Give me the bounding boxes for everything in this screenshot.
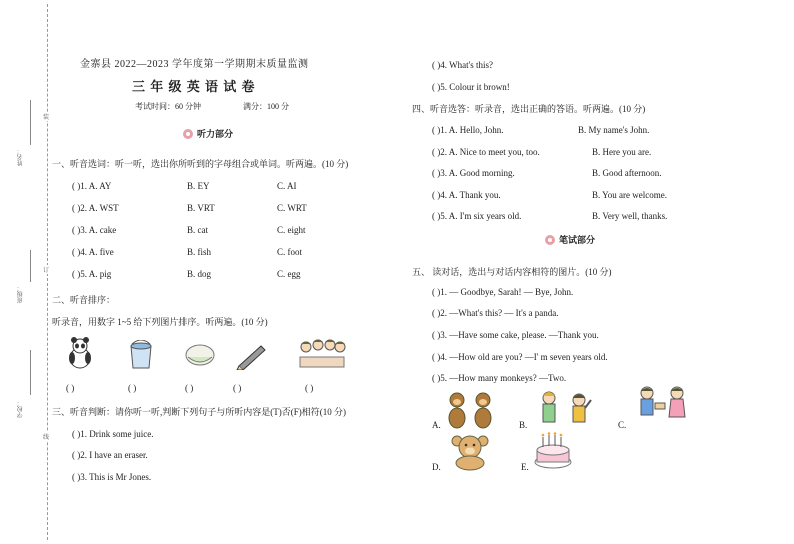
part3-q5[interactable]: ( )5. Colour it brown! xyxy=(432,82,510,92)
part1-q4-b: B. fish xyxy=(187,247,212,257)
rice-bowl-icon xyxy=(184,343,216,367)
writing-section-title: 笔试部分 xyxy=(545,233,595,246)
part4-q3[interactable]: ( )3. A. Good morning. xyxy=(432,168,515,178)
part4-q5[interactable]: ( )5. A. I'm six years old. xyxy=(432,211,522,221)
part2-blank-1[interactable]: ( ) xyxy=(66,383,75,393)
part3-q1[interactable]: ( )1. Drink some juice. xyxy=(72,429,154,439)
part2-blank-3[interactable]: ( ) xyxy=(185,383,194,393)
part3-q4[interactable]: ( )4. What's this? xyxy=(432,60,493,70)
listening-section-title: 听力部分 xyxy=(183,127,233,140)
pencil-icon xyxy=(235,342,267,370)
name-label: 姓名： xyxy=(18,148,24,166)
part5-q2[interactable]: ( )2. —What's this? — It's a panda. xyxy=(432,308,559,318)
exam-title: 金寨县 2022—2023 学年度第一学期期末质量监测 xyxy=(80,59,309,70)
paper-title: 三 年 级 英 语 试 卷 xyxy=(132,79,256,94)
birthday-party-icon xyxy=(296,335,348,371)
paint-bucket-icon xyxy=(127,340,155,370)
part2-instruction: 听录音，用数字 1~5 给下列图片排序。听两遍。(10 分) xyxy=(52,317,268,327)
cut-mark: 订 xyxy=(43,265,49,274)
binding-margin xyxy=(10,0,60,544)
part5-q5[interactable]: ( )5. —How many monkeys? —Two. xyxy=(432,373,567,383)
part4-q2-b: B. Here you are. xyxy=(592,147,652,157)
part5-q3[interactable]: ( )3. —Have some cake, please. —Thank you. xyxy=(432,330,599,340)
part5-q1[interactable]: ( )1. — Goodbye, Sarah! — Bye, John. xyxy=(432,287,574,297)
option-a-label: A. xyxy=(432,420,441,430)
part4-q3-b: B. Good afternoon. xyxy=(592,168,662,178)
part1-q3-c: C. eight xyxy=(277,225,306,235)
part4-q1-b: B. My name's John. xyxy=(578,125,650,135)
part1-q3-b: B. cat xyxy=(187,225,208,235)
part1-q2-c: C. WRT xyxy=(277,203,307,213)
part5-heading: 五、 读对话，选出与对话内容相符的图片。(10 分) xyxy=(412,267,612,277)
exam-time: 考试时间：60 分钟 xyxy=(135,102,201,111)
part3-q3[interactable]: ( )3. This is Mr Jones. xyxy=(72,472,152,482)
part4-q2[interactable]: ( )2. A. Nice to meet you, too. xyxy=(432,147,540,157)
part1-q4[interactable]: ( )4. A. five xyxy=(72,247,114,257)
part1-q1-b: B. EY xyxy=(187,181,210,191)
part2-blank-5[interactable]: ( ) xyxy=(305,383,314,393)
part4-q4[interactable]: ( )4. A. Thank you. xyxy=(432,190,501,200)
part1-heading: 一、听音选词：听一听，选出你所听到的字母组合或单词。听两遍。(10 分) xyxy=(52,159,349,169)
part2-blank-4[interactable]: ( ) xyxy=(233,383,242,393)
name-line[interactable] xyxy=(30,100,31,145)
cut-mark: 线 xyxy=(43,432,49,441)
part4-q5-b: B. Very well, thanks. xyxy=(592,211,668,221)
part1-q2-b: B. VRT xyxy=(187,203,215,213)
two-monkeys-icon xyxy=(443,390,499,430)
pen-icon xyxy=(545,235,555,245)
part3-q2[interactable]: ( )2. I have an eraser. xyxy=(72,450,148,460)
part1-q5[interactable]: ( )5. A. pig xyxy=(72,269,112,279)
part1-q5-b: B. dog xyxy=(187,269,212,279)
full-score: 满分：100 分 xyxy=(243,102,289,111)
school-line[interactable] xyxy=(30,350,31,395)
part5-q4[interactable]: ( )4. —How old are you? —I' m seven years old. xyxy=(432,352,608,362)
part2-heading: 二、听音排序： xyxy=(52,295,116,305)
part1-q3[interactable]: ( )3. A. cake xyxy=(72,225,117,235)
part3-heading: 三、听音判断：请你听一听,判断下列句子与所听内容是(T)否(F)相符(10 分) xyxy=(52,407,346,417)
class-line[interactable] xyxy=(30,250,31,282)
option-d-label: D. xyxy=(432,462,441,472)
kids-waving-icon xyxy=(535,390,595,426)
kids-cake-icon xyxy=(635,385,691,425)
option-c-label: C. xyxy=(618,420,627,430)
panda-icon xyxy=(64,336,96,370)
school-label: 学校： xyxy=(18,400,24,418)
part1-q1[interactable]: ( )1. A. AY xyxy=(72,181,112,191)
part1-q2[interactable]: ( )2. A. WST xyxy=(72,203,119,213)
part1-q4-c: C. foot xyxy=(277,247,303,257)
ear-icon xyxy=(183,129,193,139)
option-b-label: B. xyxy=(519,420,528,430)
part4-q1[interactable]: ( )1. A. Hello, John. xyxy=(432,125,504,135)
class-label: 班级： xyxy=(18,285,24,303)
cut-mark: 装 xyxy=(43,112,49,121)
option-e-label: E. xyxy=(521,462,529,472)
part4-heading: 四、听音选答：听录音，选出正确的答语。听两遍。(10 分) xyxy=(412,104,646,114)
teddy-bear-icon xyxy=(447,433,493,471)
part1-q5-c: C. egg xyxy=(277,269,301,279)
part4-q4-b: B. You are welcome. xyxy=(592,190,667,200)
part1-q1-c: C. AI xyxy=(277,181,297,191)
birthday-cake-icon xyxy=(533,432,573,470)
part2-blank-2[interactable]: ( ) xyxy=(128,383,137,393)
